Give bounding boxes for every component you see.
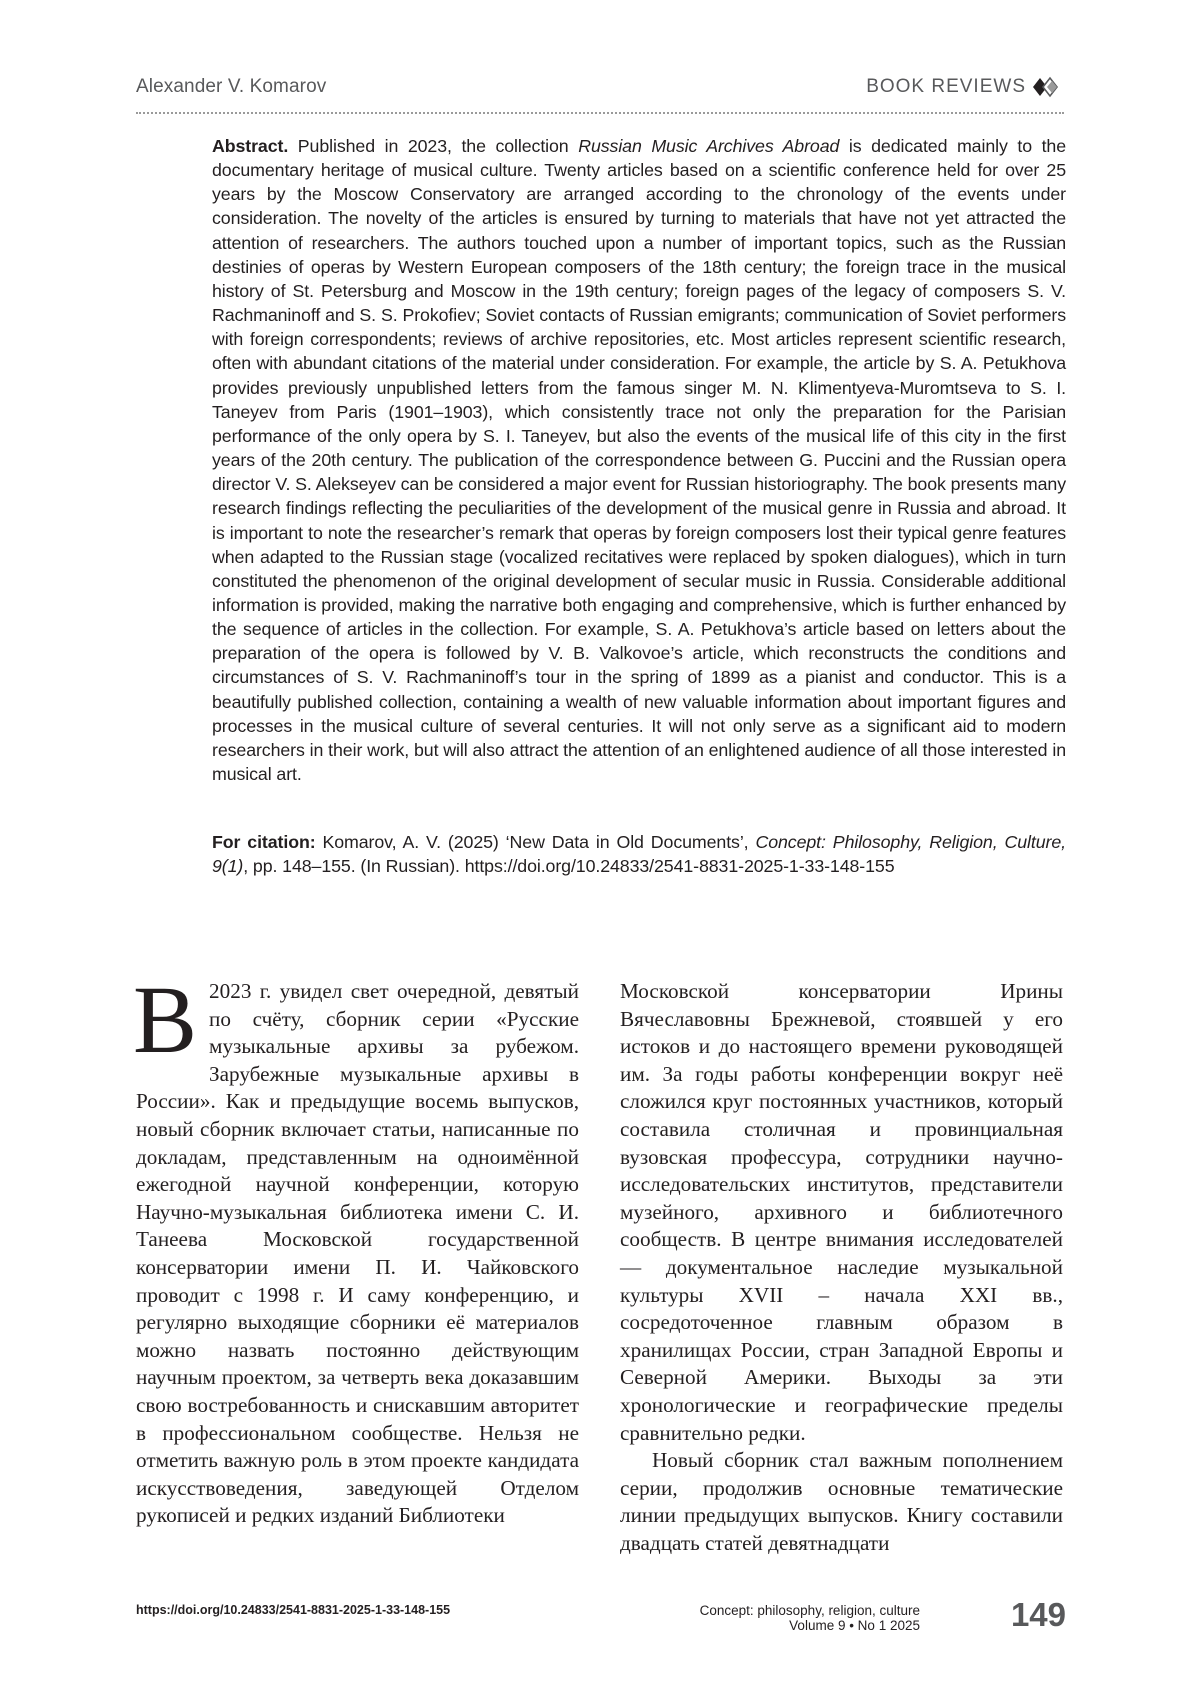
drop-cap: В [133, 966, 198, 1073]
body-left-text: 2023 г. увидел свет очередной, девятый по счёту, сборник серии «Русские музыкальные архивы за рубежом. Зарубежные музыкальные архивы в России». Как и предыдущие восемь выпусков, новый сборник включает статьи, написанные по докладам, представленным на одноимённой ежегодной научной конференции, которую Научно-музыкальная библиотека имени С. И. Танеева Московской государственной консерватории имени П. И. Чайковского проводит с 1998 г. И саму конференцию, и регулярно выходящие сборники её материалов можно назвать постоянно действующим научным проектом, за четверть века доказавшим свою востребованность и снискавшим авторитет в профессиональном сообществе. Нельзя не отметить важную роль в этом проекте кандидата искусствоведения, заведующей Отделом рукописей и редких изданий Библиотеки [136, 979, 579, 1528]
header-dotted-rule [136, 112, 1064, 114]
body-right-column [620, 978, 1063, 1557]
body-paragraph: Новый сборник стал важным пополнением серии, продолжив основные тематические линии предыдущих выпусков. Книгу составили двадцать статей девятнадцати [620, 1448, 1063, 1555]
body-paragraph [133, 966, 579, 1530]
abstract-text-2: is dedicated mainly to the documentary heritage of musical culture. Twenty articles based on a scientific conference held for over 25 years by the Moscow Conservatory are arranged according to the chronology of the events under consideration. The novelty of the articles is ensured by turning to materials that have not yet attracted the attention of researchers. The authors touched upon a number of important topics, such as the Russian destinies of operas by Western European composers of the 18th century; the foreign trace in the musical history of St. Petersburg and Moscow in the 19th century; foreign pages of the legacy of composers S. V. Rachmaninoff and S. S. Prokofiev; Soviet contacts of Russian emigrants; communication of Soviet performers with foreign correspondents; reviews of archive repositories, etc. Most articles represent scientific research, often with abundant citations of the material under consideration. For example, the article by S. A. Petukhova provides previously unpublished letters from the famous singer M. N. Klimentyeva-Muromtseva to S. I. Taneyev from Paris (1901–1903), which consistently trace not only the preparation for the Parisian performance of the only opera by S. I. Taneyev, but also the events of the musical life of this city in the first years of the 20th century. The publication of the correspondence between G. Puccini and the Russian opera director V. S. Alekseyev can be considered a major event for Russian historiography. The book presents many research findings reflecting the peculiarities of the development of the musical genre in Russia and abroad. It is important to note the researcher’s remark that operas by foreign composers lost their typical genre features when adapted to the Russian stage (vocalized recitatives were replaced by spoken dialogues), which in turn constituted the phenomenon of the original development of secular music in Russia. Considerable additional information is provided, making the narrative both engaging and comprehensive, which is further enhanced by the sequence of articles in the collection. For example, S. A. Petukhova’s article based on letters about the preparation of the opera is followed by V. B. Valkovoe’s article, which reconstructs the conditions and circumstances of S. V. Rachmaninoff’s tour in the spring of 1899 as a pianist and conductor. This is a beautifully published collection, containing a wealth of new valuable information about important figures and processes in the musical culture of several centuries. It will not only serve as a significant aid to modern researchers in their work, but will also attract the attention of an enlightened audience of all those interested in musical art. [212, 136, 1067, 785]
abstract-label: Abstract. [212, 136, 289, 156]
citation-journal: Concept: Philosophy, Religion, Culture, 9(1) [212, 832, 1066, 877]
body-paragraph: Московской консерватории Ирины Вячеславовны Брежневой, стоявшей у его истоков и до настоящего времени руководящей им. За годы работы конференции вокруг неё сложился круг постоянных участников, который составила столичная и провинциальная вузовская профессура, сотрудники научно-исследовательских институтов, представители музейного, архивного и библиотечного сообществ. В центре внимания исследователей — документальное наследие музыкальной культуры XVII – начала XXI вв., сосредоточенное главным образом в хранилищах России, стран Западной Европы и Северной Америки. Выходы за эти хронологические и географические пределы сравнительно редки. [620, 979, 1063, 1445]
footer-journal [600, 1603, 920, 1633]
body-left-column [133, 966, 579, 1530]
abstract-text-1: Published in 2023, the collection [288, 136, 579, 156]
running-head-section: BOOK REVIEWS [866, 76, 1026, 97]
citation-text-1: Komarov, A. V. (2025) ‘New Data in Old Documents’, [315, 832, 756, 852]
citation [212, 830, 1066, 878]
citation-text-2: , pp. 148–155. (In Russian). https://doi.org/10.24833/2541-8831-2025-1-33-148-155 [243, 856, 895, 877]
footer-journal-title: Concept: philosophy, religion, culture [699, 1603, 920, 1618]
running-head-author: Alexander V. Komarov [136, 76, 327, 97]
footer-volume: Volume 9 • No 1 2025 [789, 1618, 920, 1633]
abstract-book-title: Russian Music Archives Abroad [578, 136, 840, 156]
running-head [136, 76, 1064, 106]
book-reviews-logo-icon [1030, 74, 1064, 100]
footer-doi: https://doi.org/10.24833/2541-8831-2025-1-33-148-155 [136, 1603, 451, 1617]
abstract [212, 134, 1066, 786]
page-number: 149 [1010, 1596, 1066, 1633]
citation-label: For citation: [212, 832, 316, 852]
